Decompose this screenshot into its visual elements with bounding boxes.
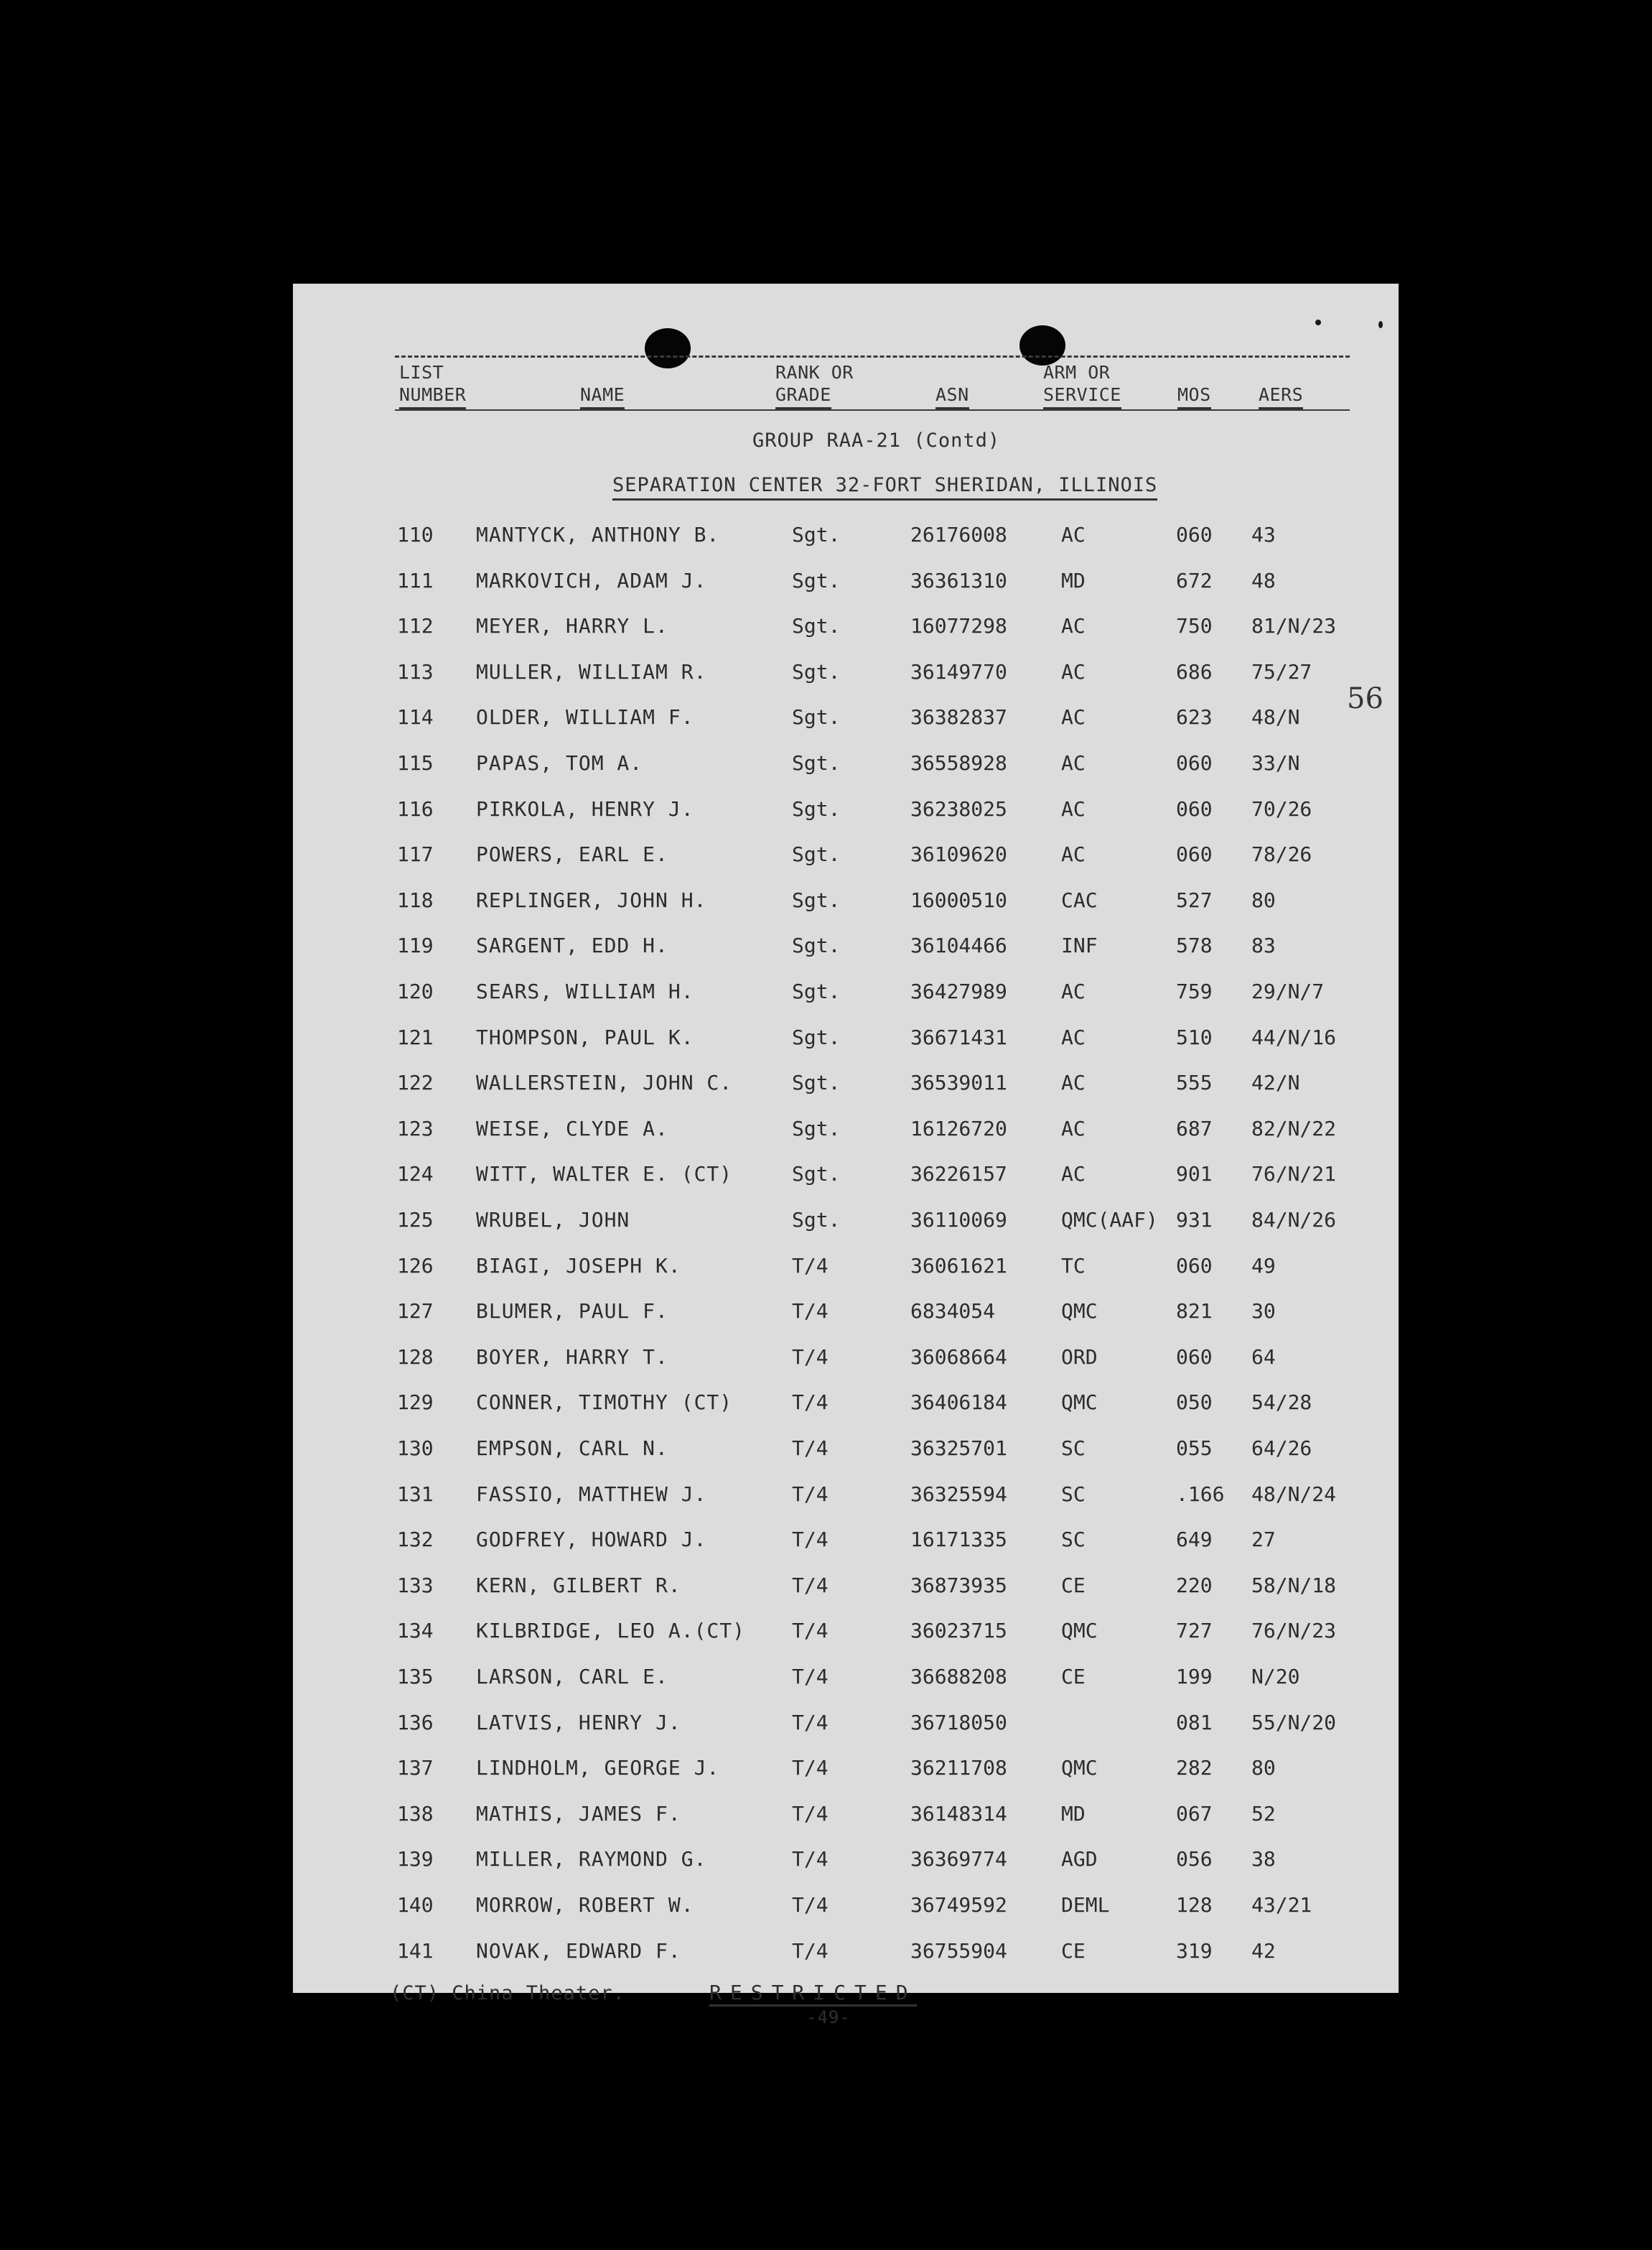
cell-aers: 75/27	[1251, 659, 1312, 684]
table-row	[293, 1206, 1399, 1235]
cell-grade: T/4	[792, 1436, 829, 1460]
cell-asn: 36023715	[910, 1619, 1007, 1643]
cell-grade: Sgt.	[792, 934, 841, 958]
cell-num: 128	[397, 1344, 434, 1369]
cell-mos: 055	[1176, 1436, 1213, 1460]
cell-grade: T/4	[792, 1756, 829, 1780]
cell-asn: 16171335	[910, 1528, 1007, 1552]
cell-grade: Sgt.	[792, 568, 841, 592]
header-asn: ASN	[935, 383, 969, 406]
cell-num: 124	[397, 1162, 434, 1186]
cell-asn: 36558928	[910, 751, 1007, 775]
cell-grade: T/4	[792, 1893, 829, 1917]
cell-num: 139	[397, 1847, 434, 1872]
ink-speck	[1315, 320, 1321, 325]
cell-num: 131	[397, 1482, 434, 1506]
cell-num: 135	[397, 1665, 434, 1688]
cell-aers: 43/21	[1251, 1893, 1312, 1917]
cell-num: 136	[397, 1710, 434, 1734]
cell-name: BOYER, HARRY T.	[476, 1344, 668, 1369]
cell-aers: 64/26	[1251, 1436, 1312, 1460]
cell-arm: CE	[1061, 1938, 1086, 1963]
cell-arm: QMC	[1061, 1619, 1098, 1643]
cell-aers: 43	[1251, 523, 1276, 547]
cell-asn: 36148314	[910, 1801, 1007, 1826]
cell-mos: 578	[1176, 934, 1213, 958]
cell-aers: 80	[1251, 888, 1276, 912]
cell-name: KILBRIDGE, LEO A.(CT)	[476, 1619, 746, 1643]
cell-arm: SC	[1061, 1436, 1086, 1460]
cell-grade: T/4	[792, 1253, 829, 1278]
header-name: NAME	[580, 383, 625, 406]
cell-name: KERN, GILBERT R.	[476, 1573, 681, 1597]
table-row	[293, 840, 1399, 869]
cell-name: CONNER, TIMOTHY (CT)	[476, 1390, 733, 1415]
table-row	[293, 1571, 1399, 1600]
cell-grade: T/4	[792, 1390, 829, 1415]
cell-asn: 36104466	[910, 934, 1007, 958]
cell-asn: 36109620	[910, 842, 1007, 867]
cell-num: 119	[397, 934, 434, 958]
table-row	[293, 1617, 1399, 1645]
cell-mos: 060	[1176, 842, 1213, 867]
cell-arm: DEML	[1061, 1893, 1110, 1917]
cell-arm: AC	[1061, 980, 1086, 1003]
cell-aers: 80	[1251, 1756, 1276, 1780]
table-row	[293, 1709, 1399, 1737]
cell-name: LARSON, CARL E.	[476, 1665, 668, 1688]
cell-arm: AC	[1061, 1071, 1086, 1095]
table-row	[293, 977, 1399, 1006]
cell-grade: T/4	[792, 1482, 829, 1506]
cell-arm: TC	[1061, 1253, 1086, 1278]
cell-asn: 26176008	[910, 523, 1007, 547]
cell-aers: 27	[1251, 1528, 1276, 1552]
cell-asn: 16126720	[910, 1116, 1007, 1140]
table-row	[293, 1252, 1399, 1280]
header-mos: MOS	[1177, 383, 1211, 406]
cell-name: SARGENT, EDD H.	[476, 934, 668, 958]
cell-name: EMPSON, CARL N.	[476, 1436, 668, 1460]
cell-grade: T/4	[792, 1665, 829, 1688]
cell-num: 115	[397, 751, 434, 775]
cell-num: 141	[397, 1938, 434, 1963]
cell-grade: Sgt.	[792, 523, 841, 547]
cell-mos: 199	[1176, 1665, 1213, 1688]
cell-mos: 060	[1176, 796, 1213, 821]
cell-asn: 36688208	[910, 1665, 1007, 1688]
cell-num: 111	[397, 568, 434, 592]
cell-aers: 81/N/23	[1251, 614, 1337, 638]
cell-asn: 6834054	[910, 1299, 996, 1324]
cell-aers: 58/N/18	[1251, 1573, 1337, 1597]
center-title: SEPARATION CENTER 32-FORT SHERIDAN, ILLINOIS	[612, 474, 1157, 496]
cell-aers: 29/N/7	[1251, 980, 1325, 1003]
cell-grade: T/4	[792, 1619, 829, 1643]
header-rule-top	[395, 355, 1350, 358]
cell-grade: Sgt.	[792, 842, 841, 867]
cell-grade: Sgt.	[792, 659, 841, 684]
cell-name: BIAGI, JOSEPH K.	[476, 1253, 681, 1278]
cell-grade: T/4	[792, 1801, 829, 1826]
cell-name: LINDHOLM, GEORGE J.	[476, 1756, 720, 1780]
cell-grade: T/4	[792, 1847, 829, 1872]
cell-num: 133	[397, 1573, 434, 1597]
cell-arm: MD	[1061, 568, 1086, 592]
cell-aers: 70/26	[1251, 796, 1312, 821]
cell-aers: 42	[1251, 1938, 1276, 1963]
cell-mos: 686	[1176, 659, 1213, 684]
cell-name: REPLINGER, JOHN H.	[476, 888, 707, 912]
cell-aers: 42/N	[1251, 1071, 1300, 1095]
cell-name: WALLERSTEIN, JOHN C.	[476, 1071, 733, 1095]
cell-name: SEARS, WILLIAM H.	[476, 980, 694, 1003]
cell-num: 140	[397, 1893, 434, 1917]
cell-asn: 36361310	[910, 568, 1007, 592]
cell-mos: .166	[1176, 1482, 1225, 1506]
cell-asn: 36755904	[910, 1938, 1007, 1963]
cell-mos: 901	[1176, 1162, 1213, 1186]
cell-aers: 76/N/21	[1251, 1162, 1337, 1186]
cell-aers: 82/N/22	[1251, 1116, 1337, 1140]
table-row	[293, 1343, 1399, 1372]
footer-note: (CT) China Theater.	[390, 1982, 625, 2004]
cell-asn: 36238025	[910, 796, 1007, 821]
cell-aers: 48/N/24	[1251, 1482, 1337, 1506]
cell-aers: 64	[1251, 1344, 1276, 1369]
cell-mos: 060	[1176, 1253, 1213, 1278]
cell-asn: 16000510	[910, 888, 1007, 912]
cell-arm: AC	[1061, 523, 1086, 547]
cell-aers: 84/N/26	[1251, 1208, 1337, 1232]
cell-mos: 623	[1176, 705, 1213, 730]
cell-num: 126	[397, 1253, 434, 1278]
cell-grade: T/4	[792, 1528, 829, 1552]
cell-asn: 36369774	[910, 1847, 1007, 1872]
cell-asn: 36061621	[910, 1253, 1007, 1278]
cell-name: NOVAK, EDWARD F.	[476, 1938, 681, 1963]
cell-aers: 48	[1251, 568, 1276, 592]
cell-mos: 527	[1176, 888, 1213, 912]
cell-mos: 128	[1176, 1893, 1213, 1917]
cell-name: WITT, WALTER E. (CT)	[476, 1162, 733, 1186]
cell-grade: T/4	[792, 1573, 829, 1597]
cell-mos: 931	[1176, 1208, 1213, 1232]
cell-grade: T/4	[792, 1299, 829, 1324]
cell-arm: CAC	[1061, 888, 1098, 912]
cell-aers: 33/N	[1251, 751, 1300, 775]
cell-num: 114	[397, 705, 434, 730]
cell-asn: 36226157	[910, 1162, 1007, 1186]
cell-mos: 220	[1176, 1573, 1213, 1597]
cell-arm: AC	[1061, 796, 1086, 821]
cell-grade: Sgt.	[792, 980, 841, 1003]
header-aers: AERS	[1259, 383, 1303, 406]
cell-name: MANTYCK, ANTHONY B.	[476, 523, 720, 547]
cell-asn: 36325701	[910, 1436, 1007, 1460]
cell-num: 116	[397, 796, 434, 821]
cell-num: 129	[397, 1390, 434, 1415]
cell-num: 123	[397, 1116, 434, 1140]
cell-arm: ORD	[1061, 1344, 1098, 1369]
cell-name: WRUBEL, JOHN	[476, 1208, 630, 1232]
page-number: -49-	[806, 2007, 851, 2027]
table-row	[293, 567, 1399, 595]
cell-grade: Sgt.	[792, 1071, 841, 1095]
cell-num: 138	[397, 1801, 434, 1826]
cell-mos: 050	[1176, 1390, 1213, 1415]
table-row	[293, 1023, 1399, 1052]
cell-num: 118	[397, 888, 434, 912]
cell-num: 134	[397, 1619, 434, 1643]
cell-mos: 821	[1176, 1299, 1213, 1324]
cell-asn: 36427989	[910, 980, 1007, 1003]
cell-mos: 081	[1176, 1710, 1213, 1734]
cell-arm: AC	[1061, 659, 1086, 684]
table-row	[293, 1160, 1399, 1189]
table-row	[293, 1388, 1399, 1417]
document-page	[293, 284, 1399, 2027]
cell-mos: 759	[1176, 980, 1213, 1003]
table-row	[293, 886, 1399, 915]
cell-num: 125	[397, 1208, 434, 1232]
table-row	[293, 931, 1399, 960]
cell-name: GODFREY, HOWARD J.	[476, 1528, 707, 1552]
cell-arm: AC	[1061, 1116, 1086, 1140]
table-row	[293, 1800, 1399, 1828]
cell-arm: AC	[1061, 1025, 1086, 1049]
cell-num: 130	[397, 1436, 434, 1460]
cell-num: 122	[397, 1071, 434, 1095]
cell-grade: Sgt.	[792, 1162, 841, 1186]
cell-mos: 060	[1176, 523, 1213, 547]
table-row	[293, 749, 1399, 778]
cell-arm: AC	[1061, 842, 1086, 867]
header-list-number: LIST NUMBER	[399, 361, 466, 406]
cell-mos: 067	[1176, 1801, 1213, 1826]
cell-grade: T/4	[792, 1710, 829, 1734]
cell-aers: 48/N	[1251, 705, 1300, 730]
table-row	[293, 1937, 1399, 1966]
cell-name: MATHIS, JAMES F.	[476, 1801, 681, 1826]
cell-asn: 36873935	[910, 1573, 1007, 1597]
table-row	[293, 612, 1399, 641]
cell-mos: 750	[1176, 614, 1213, 638]
cell-grade: Sgt.	[792, 751, 841, 775]
cell-num: 120	[397, 980, 434, 1003]
cell-aers: 54/28	[1251, 1390, 1312, 1415]
cell-name: POWERS, EARL E.	[476, 842, 668, 867]
cell-mos: 687	[1176, 1116, 1213, 1140]
cell-mos: 060	[1176, 751, 1213, 775]
table-row	[293, 658, 1399, 687]
cell-name: PIRKOLA, HENRY J.	[476, 796, 694, 821]
cell-name: MULLER, WILLIAM R.	[476, 659, 707, 684]
cell-asn: 36718050	[910, 1710, 1007, 1734]
cell-num: 112	[397, 614, 434, 638]
cell-grade: T/4	[792, 1938, 829, 1963]
cell-arm: QMC	[1061, 1756, 1098, 1780]
cell-name: BLUMER, PAUL F.	[476, 1299, 668, 1324]
cell-name: LATVIS, HENRY J.	[476, 1710, 681, 1734]
cell-name: FASSIO, MATTHEW J.	[476, 1482, 707, 1506]
cell-arm: QMC	[1061, 1299, 1098, 1324]
cell-name: MARKOVICH, ADAM J.	[476, 568, 707, 592]
cell-aers: N/20	[1251, 1665, 1300, 1688]
cell-arm: CE	[1061, 1665, 1086, 1688]
cell-arm: SC	[1061, 1528, 1086, 1552]
group-title: GROUP RAA-21 (Contd)	[752, 429, 1001, 452]
cell-name: WEISE, CLYDE A.	[476, 1116, 668, 1140]
cell-mos: 319	[1176, 1938, 1213, 1963]
cell-arm: AC	[1061, 614, 1086, 638]
cell-grade: Sgt.	[792, 1116, 841, 1140]
cell-asn: 36539011	[910, 1071, 1007, 1095]
cell-num: 113	[397, 659, 434, 684]
cell-asn: 36325594	[910, 1482, 1007, 1506]
cell-aers: 30	[1251, 1299, 1276, 1324]
cell-grade: T/4	[792, 1344, 829, 1369]
cell-arm: INF	[1061, 934, 1098, 958]
cell-grade: Sgt.	[792, 796, 841, 821]
cell-aers: 55/N/20	[1251, 1710, 1337, 1734]
punch-hole	[1019, 325, 1065, 366]
table-row	[293, 1663, 1399, 1691]
cell-mos: 510	[1176, 1025, 1213, 1049]
cell-grade: Sgt.	[792, 1025, 841, 1049]
table-row	[293, 1845, 1399, 1874]
cell-mos: 056	[1176, 1847, 1213, 1872]
header-rule-bottom	[395, 409, 1350, 411]
cell-mos: 282	[1176, 1756, 1213, 1780]
cell-arm: AGD	[1061, 1847, 1098, 1872]
cell-asn: 36671431	[910, 1025, 1007, 1049]
margin-note: 56	[1347, 682, 1383, 715]
cell-mos: 727	[1176, 1619, 1213, 1643]
cell-aers: 78/26	[1251, 842, 1312, 867]
table-row	[293, 1480, 1399, 1509]
cell-asn: 36749592	[910, 1893, 1007, 1917]
table-row	[293, 703, 1399, 732]
cell-arm: QMC(AAF)	[1061, 1208, 1158, 1232]
cell-grade: Sgt.	[792, 614, 841, 638]
restricted-stamp: RESTRICTED	[709, 1981, 917, 2004]
table-row	[293, 1754, 1399, 1782]
cell-arm: AC	[1061, 751, 1086, 775]
cell-asn: 36211708	[910, 1756, 1007, 1780]
cell-name: THOMPSON, PAUL K.	[476, 1025, 694, 1049]
table-row	[293, 1115, 1399, 1143]
cell-name: MILLER, RAYMOND G.	[476, 1847, 707, 1872]
cell-aers: 49	[1251, 1253, 1276, 1278]
cell-mos: 060	[1176, 1344, 1213, 1369]
table-row	[293, 795, 1399, 824]
cell-arm: QMC	[1061, 1390, 1098, 1415]
cell-asn: 36406184	[910, 1390, 1007, 1415]
cell-asn: 16077298	[910, 614, 1007, 638]
table-row	[293, 1069, 1399, 1097]
cell-num: 127	[397, 1299, 434, 1324]
cell-name: OLDER, WILLIAM F.	[476, 705, 694, 730]
cell-aers: 83	[1251, 934, 1276, 958]
cell-name: PAPAS, TOM A.	[476, 751, 643, 775]
cell-grade: Sgt.	[792, 705, 841, 730]
cell-asn: 36068664	[910, 1344, 1007, 1369]
cell-asn: 36149770	[910, 659, 1007, 684]
cell-num: 137	[397, 1756, 434, 1780]
cell-aers: 76/N/23	[1251, 1619, 1337, 1643]
cell-mos: 672	[1176, 568, 1213, 592]
cell-arm: MD	[1061, 1801, 1086, 1826]
cell-num: 110	[397, 523, 434, 547]
table-row	[293, 1297, 1399, 1326]
cell-mos: 555	[1176, 1071, 1213, 1095]
table-row	[293, 1434, 1399, 1463]
cell-num: 117	[397, 842, 434, 867]
cell-num: 121	[397, 1025, 434, 1049]
punch-hole	[645, 328, 691, 368]
cell-name: MEYER, HARRY L.	[476, 614, 668, 638]
cell-asn: 36382837	[910, 705, 1007, 730]
cell-aers: 38	[1251, 1847, 1276, 1872]
cell-mos: 649	[1176, 1528, 1213, 1552]
cell-arm: SC	[1061, 1482, 1086, 1506]
cell-arm: AC	[1061, 705, 1086, 730]
table-row	[293, 1525, 1399, 1554]
header-grade: RANK OR GRADE	[775, 361, 854, 406]
cell-aers: 44/N/16	[1251, 1025, 1337, 1049]
table-row	[293, 521, 1399, 549]
cell-asn: 36110069	[910, 1208, 1007, 1232]
cell-grade: Sgt.	[792, 1208, 841, 1232]
cell-aers: 52	[1251, 1801, 1276, 1826]
table-row	[293, 1891, 1399, 1920]
cell-num: 132	[397, 1528, 434, 1552]
cell-grade: Sgt.	[792, 888, 841, 912]
header-arm: ARM OR SERVICE	[1043, 361, 1121, 406]
cell-arm: AC	[1061, 1162, 1086, 1186]
cell-arm: CE	[1061, 1573, 1086, 1597]
cell-name: MORROW, ROBERT W.	[476, 1893, 694, 1917]
ink-speck	[1378, 321, 1383, 328]
